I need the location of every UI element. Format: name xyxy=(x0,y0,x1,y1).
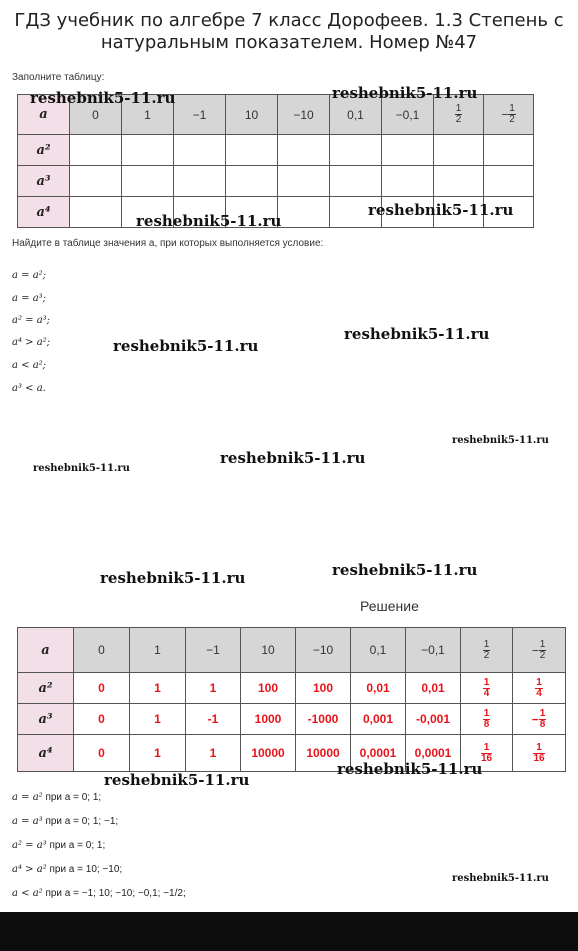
answer-cell: 0,0001 xyxy=(351,735,406,772)
task-header-a3: a³ xyxy=(18,166,70,197)
solution-row-a2 xyxy=(18,673,566,704)
solution-row-a4 xyxy=(18,735,566,772)
title-line-1: ГДЗ учебник по алгебре 7 класс Дорофеев. 1.3 Степень с xyxy=(14,10,564,31)
solution-col-3: 10 xyxy=(241,628,296,673)
watermark: reshebnik5-11.ru xyxy=(337,760,483,778)
solution-header-a2: a² xyxy=(18,673,74,704)
watermark: reshebnik5-11.ru xyxy=(452,873,549,884)
answer-line-4: a⁴ > a² при a = 10; −10; xyxy=(12,864,123,875)
task-header-a2: a² xyxy=(18,135,70,166)
title-line-2: натуральным показателем. Номер №47 xyxy=(100,32,478,53)
answer-cell: 1 xyxy=(130,735,186,772)
task-row-a2 xyxy=(18,135,534,166)
answer-cell: 10000 xyxy=(241,735,296,772)
watermark: reshebnik5-11.ru xyxy=(113,337,259,355)
watermark: reshebnik5-11.ru xyxy=(100,569,246,587)
condition-3: a² = a³; xyxy=(12,315,51,326)
task-header-a: a xyxy=(18,95,70,135)
task-row-a3 xyxy=(18,166,534,197)
condition-1: a = a²; xyxy=(12,270,47,281)
solution-col-0: 0 xyxy=(74,628,130,673)
fill-table-label: Заполните таблицу: xyxy=(12,72,105,83)
watermark: reshebnik5-11.ru xyxy=(332,561,478,579)
answer-cell: 1 xyxy=(186,673,241,704)
watermark: reshebnik5-11.ru xyxy=(332,84,478,102)
watermark: reshebnik5-11.ru xyxy=(452,435,549,446)
answer-cell: -1 xyxy=(186,704,241,735)
watermark: reshebnik5-11.ru xyxy=(136,212,282,230)
task-col-7: $\frac{1}{2}$ xyxy=(434,95,484,135)
watermark: reshebnik5-11.ru xyxy=(33,463,130,474)
page-title xyxy=(0,10,578,54)
bottom-bar xyxy=(0,912,578,951)
condition-6: a³ < a. xyxy=(12,383,46,394)
solution-header-a4: a⁴ xyxy=(18,735,74,772)
answer-cell: $\frac{1}{4}$ xyxy=(513,673,566,704)
answer-cell: 1 xyxy=(186,735,241,772)
watermark: reshebnik5-11.ru xyxy=(30,89,176,107)
answer-cell: 100 xyxy=(296,673,351,704)
answer-cell: 1000 xyxy=(241,704,296,735)
answer-line-5: a < a² при a = −1; 10; −10; −0,1; −1/2; xyxy=(12,888,186,899)
solution-col-4: −10 xyxy=(296,628,351,673)
answer-cell: − $\frac{1}{8}$ xyxy=(513,704,566,735)
condition-2: a = a³; xyxy=(12,293,47,304)
answer-cell: 0 xyxy=(74,673,130,704)
find-values-label: Найдите в таблице значения a, при которых выполняется условие: xyxy=(12,238,324,249)
solution-row-a xyxy=(18,628,566,673)
solution-col-1: 1 xyxy=(130,628,186,673)
answer-cell: 0,001 xyxy=(351,704,406,735)
solution-table xyxy=(17,627,566,772)
answer-cell: $\frac{1}{4}$ xyxy=(461,673,513,704)
answer-line-2: a = a³ при a = 0; 1; −1; xyxy=(12,816,119,827)
watermark: reshebnik5-11.ru xyxy=(220,449,366,467)
answer-cell: -1000 xyxy=(296,704,351,735)
answer-cell: -0,001 xyxy=(406,704,461,735)
answer-line-3: a² = a³ при a = 0; 1; xyxy=(12,840,106,851)
solution-col-5: 0,1 xyxy=(351,628,406,673)
solution-col-8: − $\frac{1}{2}$ xyxy=(513,628,566,673)
watermark: reshebnik5-11.ru xyxy=(368,201,514,219)
solution-col-7: $\frac{1}{2}$ xyxy=(461,628,513,673)
condition-4: a⁴ > a²; xyxy=(12,337,51,348)
answer-cell: 0,0001 xyxy=(406,735,461,772)
answer-cell: $\frac{1}{8}$ xyxy=(461,704,513,735)
task-col-8: − $\frac{1}{2}$ xyxy=(484,95,534,135)
answer-line-1: a = a² при a = 0; 1; xyxy=(12,792,102,803)
answer-cell: $\frac{1}{16}$ xyxy=(513,735,566,772)
answer-cell: 1 xyxy=(130,673,186,704)
solution-header-a: a xyxy=(18,628,74,673)
solution-row-a3 xyxy=(18,704,566,735)
answer-cell: 0,01 xyxy=(351,673,406,704)
task-col-4: −10 xyxy=(278,95,330,135)
task-col-5: 0,1 xyxy=(330,95,382,135)
answer-cell: 0 xyxy=(74,735,130,772)
solution-header-a3: a³ xyxy=(18,704,74,735)
task-col-0: 0 xyxy=(70,95,122,135)
answer-cell: 0,01 xyxy=(406,673,461,704)
solution-col-2: −1 xyxy=(186,628,241,673)
task-col-1: 1 xyxy=(122,95,174,135)
condition-5: a < a²; xyxy=(12,360,47,371)
watermark: reshebnik5-11.ru xyxy=(104,771,250,789)
task-col-6: −0,1 xyxy=(382,95,434,135)
answer-cell: $\frac{1}{16}$ xyxy=(461,735,513,772)
answer-cell: 1 xyxy=(130,704,186,735)
answer-cell: 10000 xyxy=(296,735,351,772)
task-header-a4: a⁴ xyxy=(18,197,70,228)
solution-col-6: −0,1 xyxy=(406,628,461,673)
watermark: reshebnik5-11.ru xyxy=(344,325,490,343)
answer-cell: 100 xyxy=(241,673,296,704)
answer-cell: 0 xyxy=(74,704,130,735)
task-col-2: −1 xyxy=(174,95,226,135)
task-col-3: 10 xyxy=(226,95,278,135)
